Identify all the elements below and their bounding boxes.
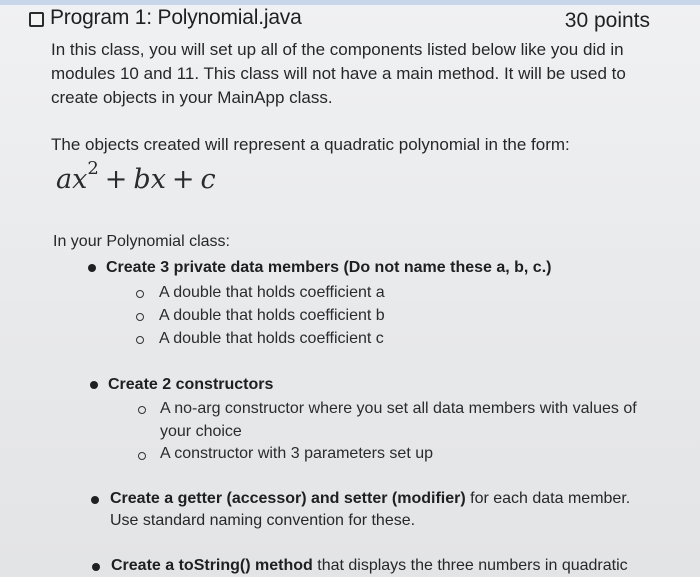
circle-bullet-icon — [136, 290, 144, 298]
circle-bullet-icon — [138, 452, 146, 460]
data-member-item-b: A double that holds coefficient b — [159, 307, 385, 324]
formula-term-a: ax — [56, 164, 88, 195]
objects-paragraph: The objects created will represent a quadratic polynomial in the form: — [51, 135, 570, 154]
data-member-item-a: A double that holds coefficient a — [159, 284, 385, 301]
class-heading: In your Polynomial class: — [53, 233, 230, 250]
program-title: Program 1: Polynomial.java — [50, 6, 302, 29]
intro-line-1: In this class, you will set up all of the components listed below like you did in — [51, 40, 624, 59]
bullet-icon — [91, 496, 99, 504]
bullet-icon — [92, 563, 100, 571]
top-divider — [0, 0, 700, 5]
formula-exponent: 2 — [87, 158, 99, 179]
getter-setter-bold: Create a getter (accessor) and setter (modifier) — [110, 490, 466, 507]
constructor-params: A constructor with 3 parameters set up — [160, 445, 434, 462]
tostring-item — [111, 555, 696, 577]
tostring-rest: that displays the three numbers in quadratic — [312, 557, 628, 574]
intro-paragraph — [51, 38, 671, 110]
quadratic-formula — [56, 158, 216, 195]
bullet-icon — [88, 264, 96, 272]
intro-line-3: create objects in your MainApp class. — [51, 88, 333, 107]
data-member-item-c: A double that holds coefficient c — [159, 330, 384, 347]
tostring-bold: Create a toString() method — [111, 557, 313, 574]
bullet-icon — [90, 381, 98, 389]
constructors-item — [108, 374, 273, 396]
constructor-noarg-line-1: A no-arg constructor where you set all data members with values of — [160, 400, 637, 417]
getter-setter-rest: for each data member. — [465, 490, 631, 507]
formula-term-b: bx — [133, 164, 166, 195]
getter-setter-item — [110, 488, 680, 510]
naming-convention-line: Use standard naming convention for these. — [110, 512, 416, 529]
constructors-text: Create 2 constructors — [108, 376, 274, 393]
checkbox-icon[interactable] — [29, 12, 44, 27]
constructor-noarg-line-2: your choice — [160, 423, 242, 440]
circle-bullet-icon — [138, 406, 146, 414]
points-label: 30 points — [564, 9, 650, 32]
circle-bullet-icon — [136, 336, 144, 344]
data-members-text: Create 3 private data members (Do not name these a, b, c.) — [106, 259, 552, 276]
circle-bullet-icon — [136, 313, 144, 321]
formula-term-c: c — [200, 164, 216, 195]
formula-plus-1: + — [104, 164, 128, 195]
intro-line-2: modules 10 and 11. This class will not have a main method. It will be used to — [51, 64, 626, 83]
formula-plus-2: + — [171, 164, 195, 195]
data-members-item — [106, 257, 551, 279]
